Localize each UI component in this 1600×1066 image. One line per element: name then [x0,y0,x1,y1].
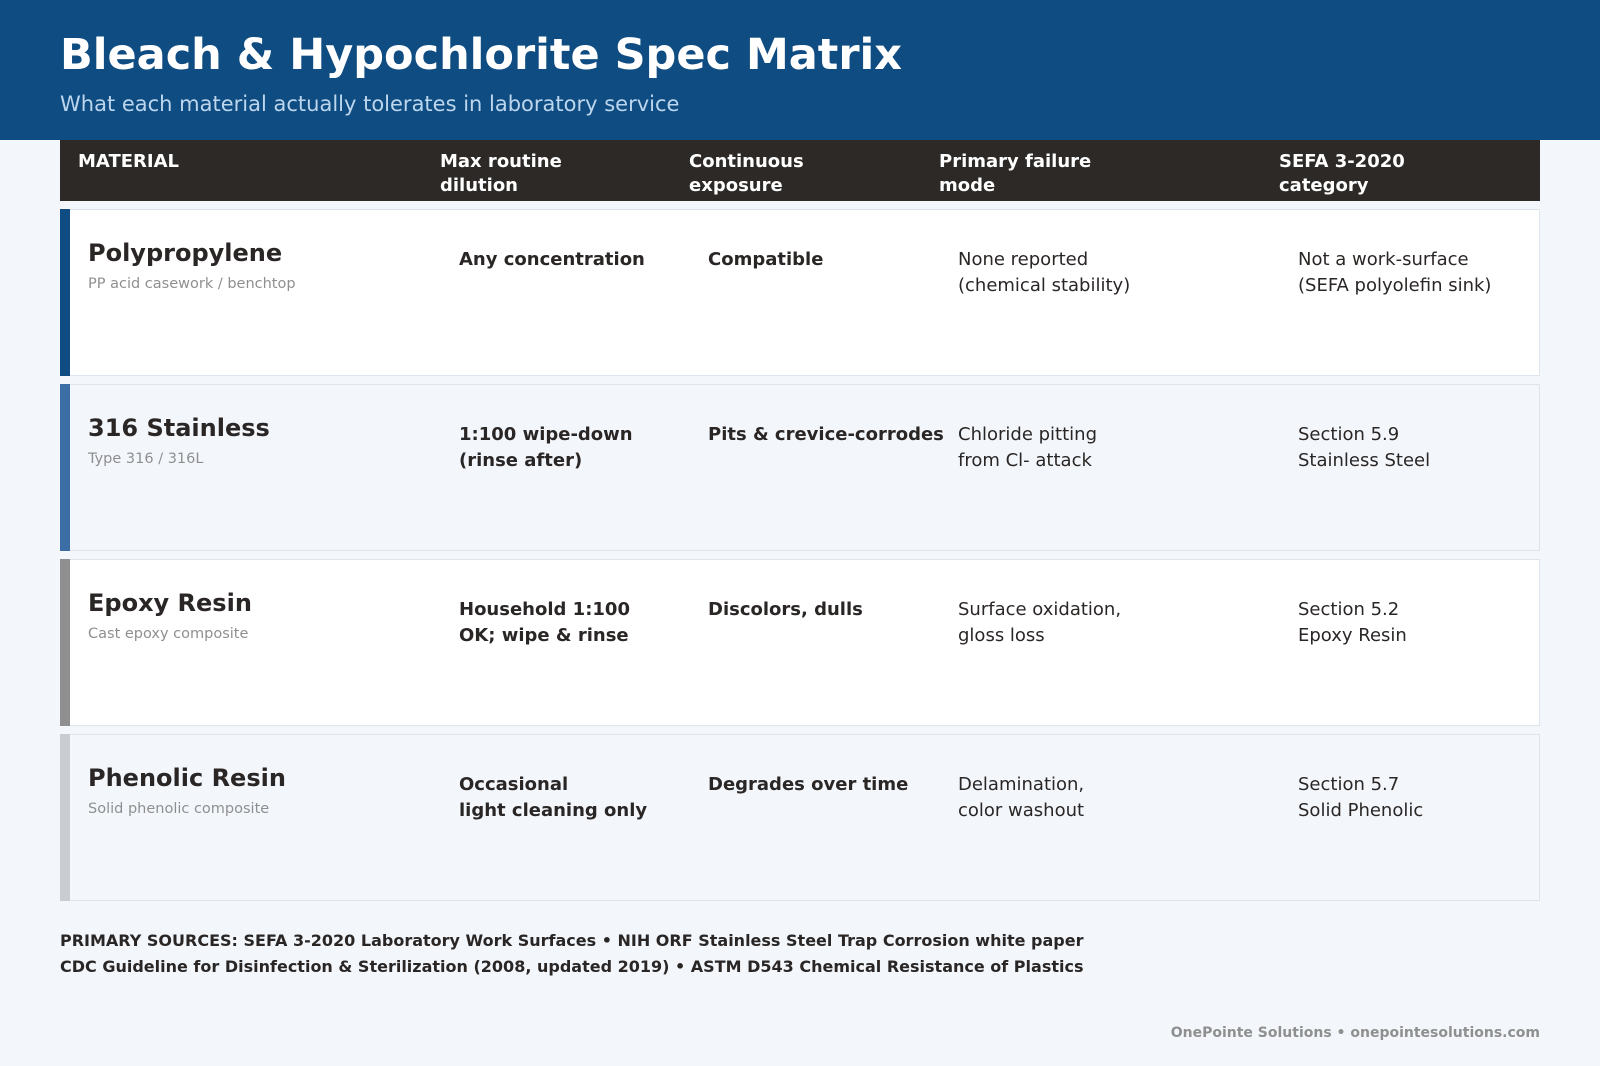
material-subtitle: Type 316 / 316L [88,451,204,467]
dilution-cell: Occasional light cleaning only [459,774,648,821]
row-accent-bar [60,734,70,901]
exposure-cell: Degrades over time [708,774,909,795]
sources-line-1: PRIMARY SOURCES: SEFA 3-2020 Laboratory Work Surfaces • NIH ORF Stainless Steel Trap Corrosion white paper [60,931,1084,950]
failure-mode-cell: Chloride pitting from Cl- attack [958,424,1097,471]
material-name: 316 Stainless [88,414,270,442]
dilution-cell: 1:100 wipe-down (rinse after) [459,424,633,471]
column-header-exposure: Continuous exposure [689,151,804,196]
material-name: Phenolic Resin [88,764,286,792]
sefa-category-cell: Section 5.2 Epoxy Resin [1298,599,1407,646]
sources-line-2: CDC Guideline for Disinfection & Sterilization (2008, updated 2019) • ASTM D543 Chemical Resistance of Plastics [60,957,1084,976]
column-header-failure-mode: Primary failure mode [939,151,1092,196]
table-row [60,559,1540,726]
failure-mode-cell: Delamination, color washout [958,774,1085,821]
table-row [60,734,1540,901]
row-accent-bar [60,384,70,551]
sefa-category-cell: Not a work-surface (SEFA polyolefin sink) [1298,249,1492,296]
dilution-cell: Any concentration [459,249,645,270]
column-header-sefa-category: SEFA 3-2020 category [1279,151,1405,196]
sefa-category-cell: Section 5.7 Solid Phenolic [1298,774,1424,821]
row-accent-bar [60,559,70,726]
sefa-category-cell: Section 5.9 Stainless Steel [1298,424,1431,471]
footer-credit: OnePointe Solutions • onepointesolutions.com [1170,1025,1540,1041]
material-subtitle: Cast epoxy composite [88,626,249,642]
exposure-cell: Discolors, dulls [708,599,863,620]
material-name: Polypropylene [88,239,283,267]
row-accent-bar [60,209,70,376]
page-subtitle: What each material actually tolerates in laboratory service [60,92,680,116]
table-row [60,209,1540,376]
failure-mode-cell: None reported (chemical stability) [958,249,1131,296]
material-subtitle: PP acid casework / benchtop [88,276,296,292]
material-name: Epoxy Resin [88,589,252,617]
table-header [60,140,1540,201]
header-banner [0,0,1600,140]
exposure-cell: Compatible [708,249,824,270]
failure-mode-cell: Surface oxidation, gloss loss [958,599,1122,646]
dilution-cell: Household 1:100 OK; wipe & rinse [459,599,630,646]
material-subtitle: Solid phenolic composite [88,801,270,817]
column-header-material: MATERIAL [78,151,179,172]
column-header-dilution: Max routine dilution [440,151,562,196]
page-title: Bleach & Hypochlorite Spec Matrix [60,30,903,80]
exposure-cell: Pits & crevice-corrodes [708,424,944,445]
table-row [60,384,1540,551]
primary-sources [60,928,1083,980]
